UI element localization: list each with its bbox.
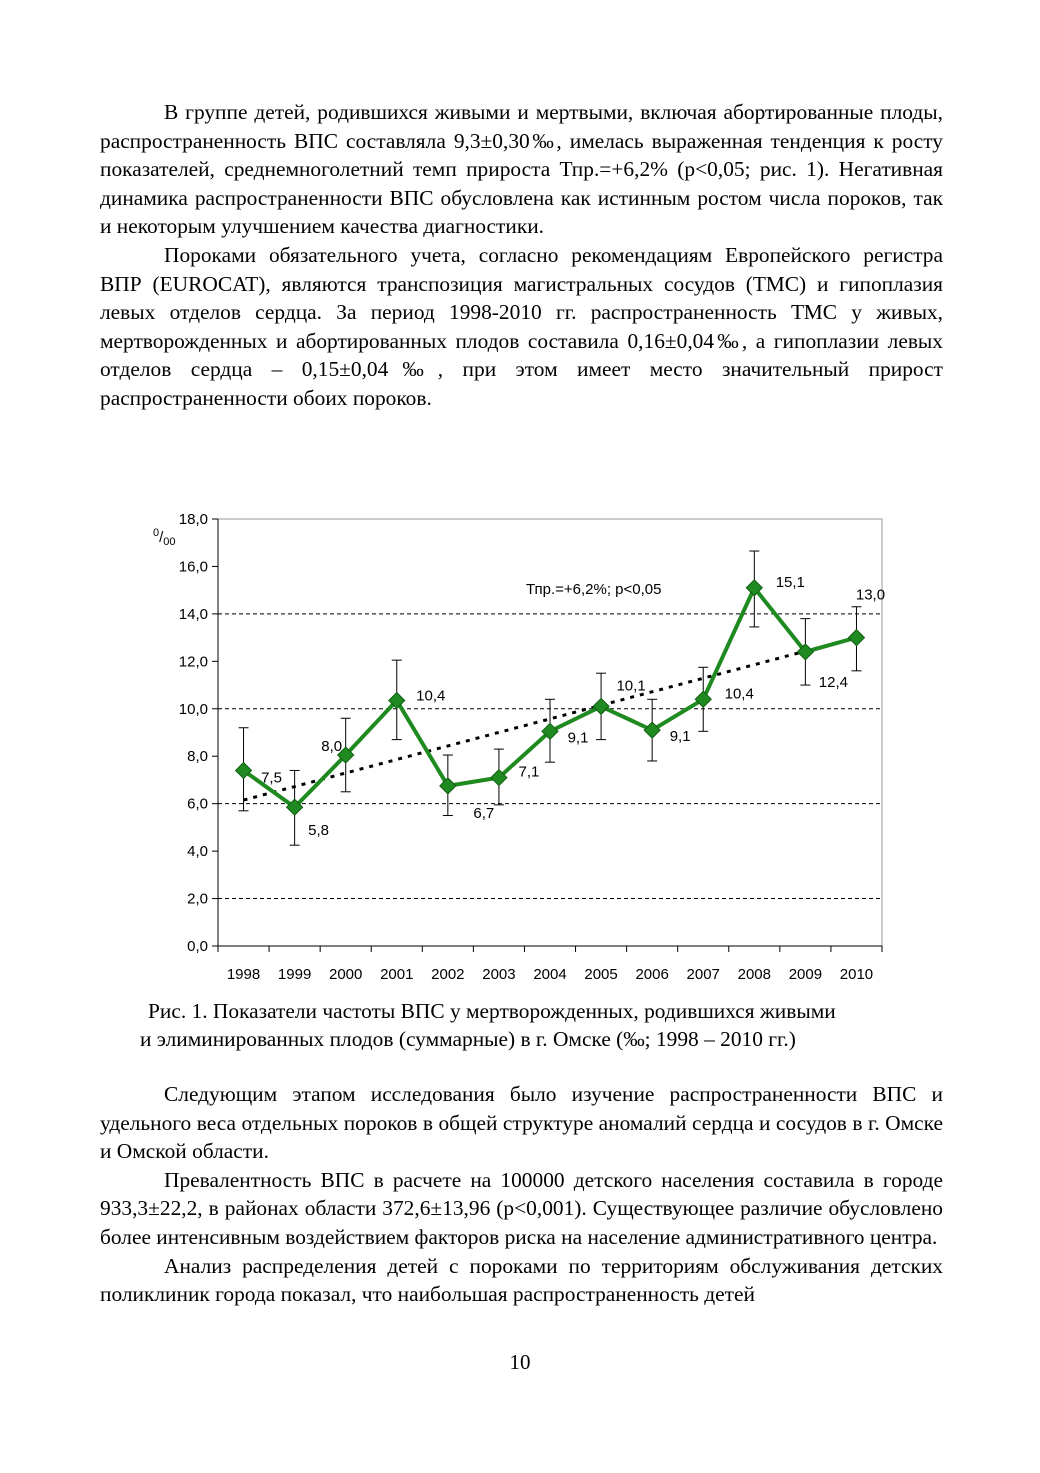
data-label: 5,8: [308, 822, 330, 840]
data-label: 10,1: [616, 677, 646, 695]
x-tick-label: 2004: [533, 966, 567, 983]
data-point: [593, 698, 609, 714]
y-tick-label: 0,0: [187, 938, 208, 955]
paragraph: Пороками обязательного учета, согласно рекомендациям Европейского регистра ВПР (EUROCAT), являются транспозиция магистральных сосудов (ТМС) и гипоплазия левых отделов сердца. За период 1998-2010 гг. распространенность ТМС у живых, мертворожденных и абортированных плодов составила 0,16±0,04‰, а гипоплазии левых отделов сердца – 0,15±0,04‰, при этом имеет место значительный прирост распространенности обоих пороков.: [100, 242, 943, 410]
data-label: 9,1: [669, 728, 691, 746]
caption-line: и элиминированных плодов (суммарные) в г. Омске (‰; 1998 – 2010 гг.): [140, 1027, 796, 1051]
y-tick-label: 6,0: [187, 795, 208, 813]
y-tick-label: 16,0: [178, 558, 208, 576]
data-label: 15,1: [775, 573, 805, 591]
paragraph: В группе детей, родившихся живыми и мертвыми, включая абортированные плоды, распространенность ВПС составляла 9,3±0,30‰, имелась выраженная тенденция к росту показателей, среднемноголетний темп прироста Тпр.=+6,2% (р<0,05; рис. 1). Негативная динамика распространенности ВПС обусловлена как истинным ростом числа пороков, так и некоторым улучшением качества диагностики.: [100, 100, 943, 239]
x-tick-label: 2005: [584, 966, 618, 983]
paragraph: Анализ распределения детей с пороками по территориям обслуживания детских поликлиник города показал, что наибольшая распространенность детей: [100, 1253, 943, 1307]
x-tick-label: 1999: [277, 966, 312, 983]
series-line: [244, 588, 857, 807]
x-tick-label: 2000: [329, 966, 363, 983]
y-tick-label: 12,0: [178, 653, 208, 671]
figure-caption: [140, 997, 960, 1053]
caption-line: Рис. 1. Показатели частоты ВПС у мертворожденных, родившихся живыми: [148, 999, 836, 1023]
x-tick-label: 2003: [482, 966, 516, 983]
data-label: 10,4: [416, 687, 446, 705]
x-tick-label: 2007: [686, 966, 720, 983]
x-tick-label: 2002: [431, 966, 465, 983]
body-text-top: [100, 98, 943, 413]
x-tick-label: 2010: [839, 966, 874, 983]
y-tick-label: 8,0: [187, 748, 208, 766]
y-tick-label: 4,0: [187, 843, 208, 861]
data-label: 6,7: [473, 804, 495, 822]
x-tick-label: 2008: [737, 966, 771, 983]
data-label: 10,4: [724, 685, 754, 703]
figure-chart: [140, 500, 900, 990]
data-label: 7,5: [261, 769, 282, 787]
y-tick-label: 18,0: [178, 511, 208, 528]
data-label: 8,0: [321, 738, 343, 756]
x-tick-label: 2001: [380, 966, 414, 983]
x-tick-label: 2006: [635, 966, 669, 983]
line-chart: [140, 500, 900, 990]
trend-annotation: Тпр.=+6,2%; р<0,05: [526, 581, 662, 598]
data-label: 13,0: [855, 586, 886, 604]
y-tick-label: 2,0: [187, 890, 208, 908]
y-tick-label: 14,0: [178, 605, 208, 623]
paragraph: Следующим этапом исследования было изучение распространенности ВПС и удельного веса отдельных пороков в общей структуре аномалий сердца и сосудов в г. Омске и Омской области.: [100, 1082, 943, 1164]
x-tick-label: 2009: [788, 966, 823, 983]
y-axis-label: $^0/_{00}$: [153, 527, 176, 548]
paragraph: Превалентность ВПС в расчете на 100000 детского населения составила в городе 933,3±22,2, в районах области 372,6±13,96 (р<0,001). Существующее различие обусловлено более интенсивным воздействием факторов риска на население административного центра.: [100, 1167, 943, 1249]
page-number: 10: [509, 1350, 531, 1374]
data-label: 9,1: [567, 729, 589, 747]
data-label: 12,4: [818, 673, 848, 691]
y-tick-label: 10,0: [178, 700, 208, 718]
data-label: 7,1: [518, 763, 540, 781]
data-point: [848, 630, 864, 646]
x-tick-label: 1998: [226, 966, 261, 983]
body-text-bottom: [100, 1080, 943, 1309]
